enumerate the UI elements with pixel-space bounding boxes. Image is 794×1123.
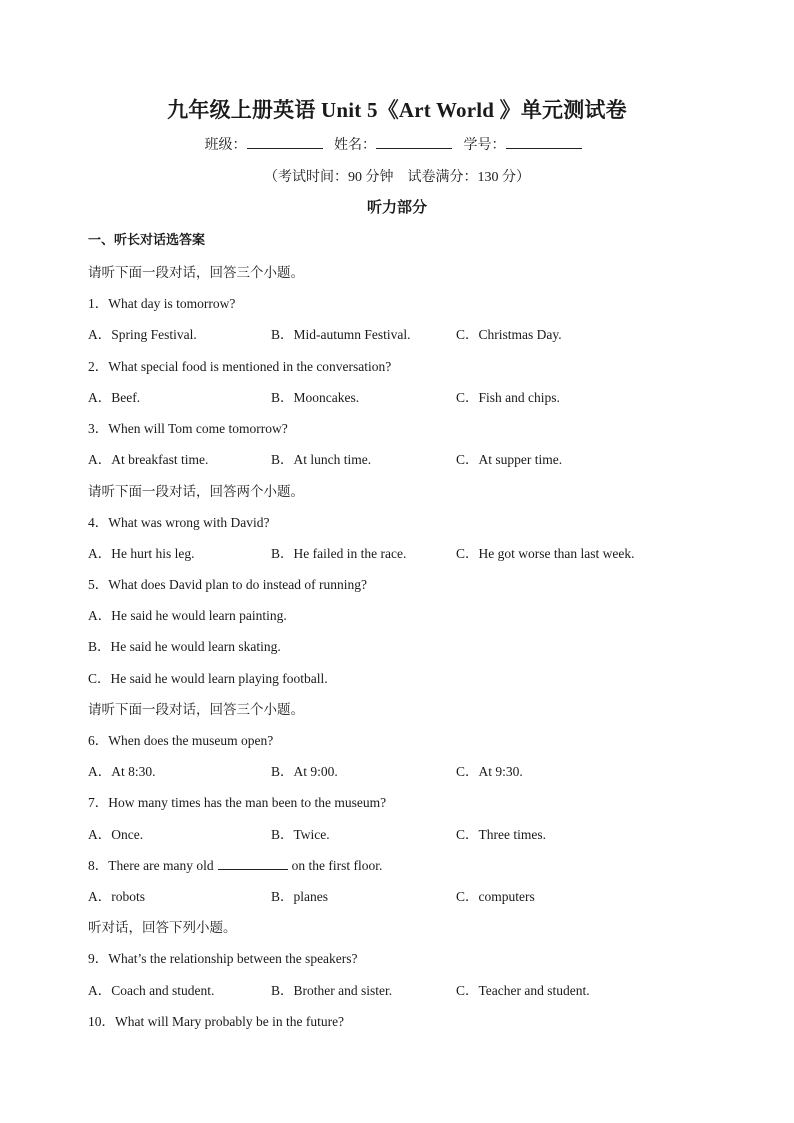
id-blank[interactable] <box>506 134 582 149</box>
q5-option-b: B．He said he would learn skating. <box>88 639 281 654</box>
q2-option-c: C．Fish and chips. <box>456 390 560 405</box>
class-label: 班级： <box>204 138 247 153</box>
q8-answer-blank[interactable] <box>218 856 288 870</box>
q6-option-b: B．At 9:00. <box>271 764 338 779</box>
q8-option-a: A．robots <box>88 889 145 904</box>
q2-option-b: B．Mooncakes. <box>271 390 360 405</box>
exam-note: （考试时间：90 分钟 试卷满分：130 分） <box>264 170 530 185</box>
q2-option-a: A．Beef. <box>88 390 141 405</box>
q9-option-c: C．Teacher and student. <box>456 983 590 998</box>
q6-option-c: C．At 9:30. <box>456 764 523 779</box>
name-label: 姓名： <box>334 138 376 153</box>
question-2: 2．What special food is mentioned in the conversation? <box>88 359 392 374</box>
q5-option-a: A．He said he would learn painting. <box>88 608 287 623</box>
question-8 <box>88 854 382 874</box>
q9-option-b: B．Brother and sister. <box>271 983 393 998</box>
q3-option-b: B．At lunch time. <box>271 452 372 467</box>
id-label: 学号： <box>463 138 506 153</box>
q9-option-a: A．Coach and student. <box>88 983 215 998</box>
q1-option-c: C．Christmas Day. <box>456 327 562 342</box>
group-intro: 请听下面一段对话，回答三个小题。 <box>88 265 304 280</box>
question-7: 7．How many times has the man been to the museum? <box>88 795 387 810</box>
q8-option-c: C．computers <box>456 889 535 904</box>
question-5: 5．What does David plan to do instead of running? <box>88 577 367 592</box>
question-9: 9．What’s the relationship between the speakers? <box>88 951 358 966</box>
q3-option-c: C．At supper time. <box>456 452 563 467</box>
q6-option-a: A．At 8:30. <box>88 764 156 779</box>
q4-option-a: A．He hurt his leg. <box>88 546 195 561</box>
name-blank[interactable] <box>376 134 452 149</box>
question-1: 1．What day is tomorrow? <box>88 296 236 311</box>
section-title: 听力部分 <box>366 200 427 216</box>
group-intro: 听对话，回答下列小题。 <box>88 920 237 935</box>
student-info-line <box>0 134 794 154</box>
question-6: 6．When does the museum open? <box>88 733 274 748</box>
part-heading: 一、听长对话选答案 <box>88 232 206 247</box>
q5-option-c: C．He said he would learn playing football. <box>88 671 328 686</box>
class-blank[interactable] <box>247 134 323 149</box>
q8-text-after: on the first floor. <box>291 858 383 873</box>
q7-option-c: C．Three times. <box>456 827 546 842</box>
question-3: 3．When will Tom come tomorrow? <box>88 421 288 436</box>
q4-option-c: C．He got worse than last week. <box>456 546 635 561</box>
q4-option-b: B．He failed in the race. <box>271 546 407 561</box>
q3-option-a: A．At breakfast time. <box>88 452 209 467</box>
q1-option-a: A．Spring Festival. <box>88 327 197 342</box>
question-10: 10．What will Mary probably be in the future? <box>88 1014 345 1029</box>
q8-option-b: B．planes <box>271 889 328 904</box>
question-4: 4．What was wrong with David? <box>88 515 270 530</box>
q1-option-b: B．Mid-autumn Festival. <box>271 327 411 342</box>
q7-option-b: B．Twice. <box>271 827 330 842</box>
page-title: 九年级上册英语 Unit 5《Art World 》单元测试卷 <box>167 98 627 122</box>
group-intro: 请听下面一段对话，回答两个小题。 <box>88 484 304 499</box>
group-intro: 请听下面一段对话，回答三个小题。 <box>88 702 304 717</box>
q8-text-before: 8．There are many old <box>88 858 214 873</box>
q7-option-a: A．Once. <box>88 827 144 842</box>
